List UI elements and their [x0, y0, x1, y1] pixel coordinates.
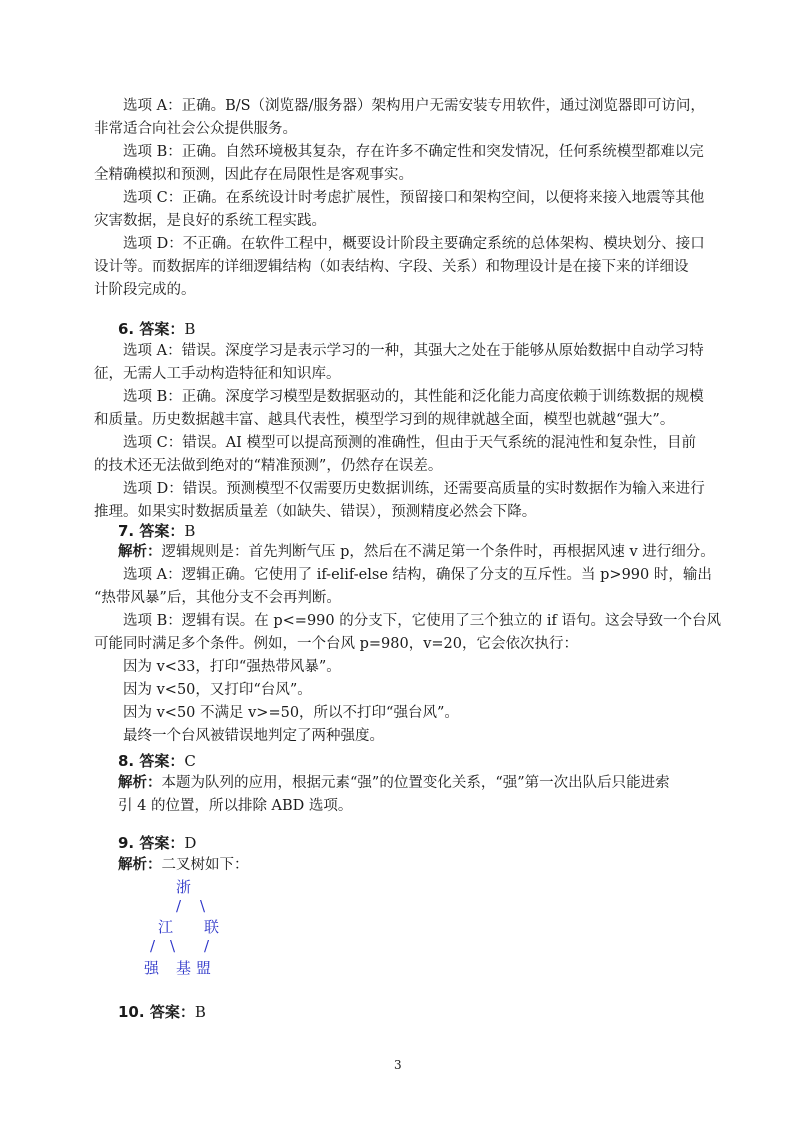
q7-number: 7.	[118, 522, 135, 540]
q10-answer: B	[194, 1003, 206, 1021]
q9-number: 9.	[118, 834, 135, 852]
q7-answer: B	[184, 522, 196, 540]
q7-analysis-label: 解析：	[118, 544, 162, 560]
q7-answer-label: 答案：	[139, 522, 185, 540]
q9-answer-label: 答案：	[139, 834, 185, 852]
q9-answer: D	[184, 834, 197, 852]
q5-option-a-line2: 非常适合向社会公众提供服务。	[94, 121, 297, 137]
q6-number: 6.	[118, 320, 135, 338]
q9-heading	[118, 832, 196, 853]
q9-analysis-label: 解析：	[118, 857, 162, 873]
q7-option-b-line2: 可能同时满足多个条件。例如，一个台风 p=980，v=20，它会依次执行：	[94, 636, 579, 652]
q6-option-c-line1: 选项 C：错误。AI 模型可以提高预测的准确性，但由于天气系统的混沌性和复杂性，目前	[123, 435, 697, 451]
q9-analysis-text: 二叉树如下：	[161, 857, 249, 873]
q8-analysis-line2: 引 4 的位置，所以排除 ABD 选项。	[118, 798, 353, 814]
tree-edge-left-left: /	[150, 937, 156, 955]
q5-option-c-line1: 选项 C：正确。在系统设计时考虑扩展性，预留接口和架构空间，以便将来接入地震等其他	[123, 190, 705, 206]
q6-option-d-line1: 选项 D：错误。预测模型不仅需要历史数据训练，还需要高质量的实时数据作为输入来进行	[123, 481, 705, 497]
q6-option-a-line1: 选项 A：错误。深度学习是表示学习的一种，其强大之处在于能够从原始数据中自动学习特	[123, 343, 704, 359]
tree-node-right-left: 盟	[196, 959, 212, 977]
q7-analysis	[118, 542, 715, 562]
q6-option-d-line2: 推理。如果实时数据质量差（如缺失、错误），预测精度必然会下降。	[94, 504, 537, 520]
q7-example-line3: 因为 v<50 不满足 v>=50，所以不打印“强台风”。	[123, 705, 459, 721]
q5-option-d-line3: 计阶段完成的。	[94, 282, 196, 298]
q8-analysis-text: 本题为队列的应用，根据元素“强”的位置变化关系，“强”第一次出队后只能进索	[161, 775, 670, 791]
q7-example-line4: 最终一个台风被错误地判定了两种强度。	[123, 728, 384, 744]
tree-node-left-right: 基	[176, 959, 192, 977]
tree-node-left: 江	[158, 918, 174, 936]
q6-answer-label: 答案：	[139, 320, 185, 338]
q7-option-a-line1: 选项 A：逻辑正确。它使用了 if-elif-else 结构，确保了分支的互斥性。当 p>990 时，输出	[123, 567, 712, 583]
q9-analysis	[118, 855, 249, 875]
q8-analysis-label: 解析：	[118, 775, 162, 791]
q8-analysis-line1	[118, 773, 670, 793]
q10-heading	[118, 1001, 206, 1022]
q8-answer-label: 答案：	[139, 752, 185, 770]
q7-example-line1: 因为 v<33，打印“强热带风暴”。	[123, 659, 341, 675]
q10-number: 10.	[118, 1003, 145, 1021]
q6-option-b-line2: 和质量。历史数据越丰富、越具代表性，模型学习到的规律就越全面，模型也就越“强大”。	[94, 412, 675, 428]
q7-option-a-line2: “热带风暴”后，其他分支不会再判断。	[94, 590, 341, 606]
q8-answer: C	[184, 752, 196, 770]
q6-option-b-line1: 选项 B：正确。深度学习模型是数据驱动的，其性能和泛化能力高度依赖于训练数据的规模	[123, 389, 704, 405]
q7-analysis-text: 逻辑规则是：首先判断气压 p，然后在不满足第一个条件时，再根据风速 v 进行细分。	[161, 544, 715, 560]
tree-node-root: 浙	[176, 878, 192, 896]
q5-option-b-line2: 全精确模拟和预测，因此存在局限性是客观事实。	[94, 167, 413, 183]
q5-option-a-line1: 选项 A：正确。B/S（浏览器/服务器）架构用户无需安装专用软件，通过浏览器即可访问，	[123, 98, 705, 114]
q8-heading	[118, 750, 196, 771]
q7-option-b-line1: 选项 B：逻辑有误。在 p<=990 的分支下，它使用了三个独立的 if 语句。这会导致一个台风	[123, 613, 721, 629]
q5-option-d-line2: 设计等。而数据库的详细逻辑结构（如表结构、字段、关系）和物理设计是在接下来的详细设	[94, 259, 689, 275]
tree-edge-root-right: \	[200, 897, 206, 915]
tree-node-right: 联	[204, 918, 220, 936]
q7-heading	[118, 520, 195, 541]
tree-edge-right-left: /	[204, 937, 210, 955]
q5-option-b-line1: 选项 B：正确。自然环境极其复杂，存在许多不确定性和突发情况，任何系统模型都难以完	[123, 144, 704, 160]
tree-edge-root-left: /	[176, 897, 182, 915]
q6-heading	[118, 318, 195, 339]
q6-option-a-line2: 征，无需人工手动构造特征和知识库。	[94, 366, 341, 382]
q8-number: 8.	[118, 752, 135, 770]
q7-example-line2: 因为 v<50，又打印“台风”。	[123, 682, 312, 698]
q5-option-c-line2: 灾害数据，是良好的系统工程实践。	[94, 213, 326, 229]
tree-edge-left-right: \	[170, 937, 176, 955]
q5-option-d-line1: 选项 D：不正确。在软件工程中，概要设计阶段主要确定系统的总体架构、模块划分、接口	[123, 236, 705, 252]
tree-node-left-left: 强	[144, 959, 160, 977]
q6-answer: B	[184, 320, 196, 338]
q10-answer-label: 答案：	[149, 1003, 195, 1021]
page-number: 3	[394, 1058, 402, 1072]
q6-option-c-line2: 的技术还无法做到绝对的“精准预测”，仍然存在误差。	[94, 458, 443, 474]
